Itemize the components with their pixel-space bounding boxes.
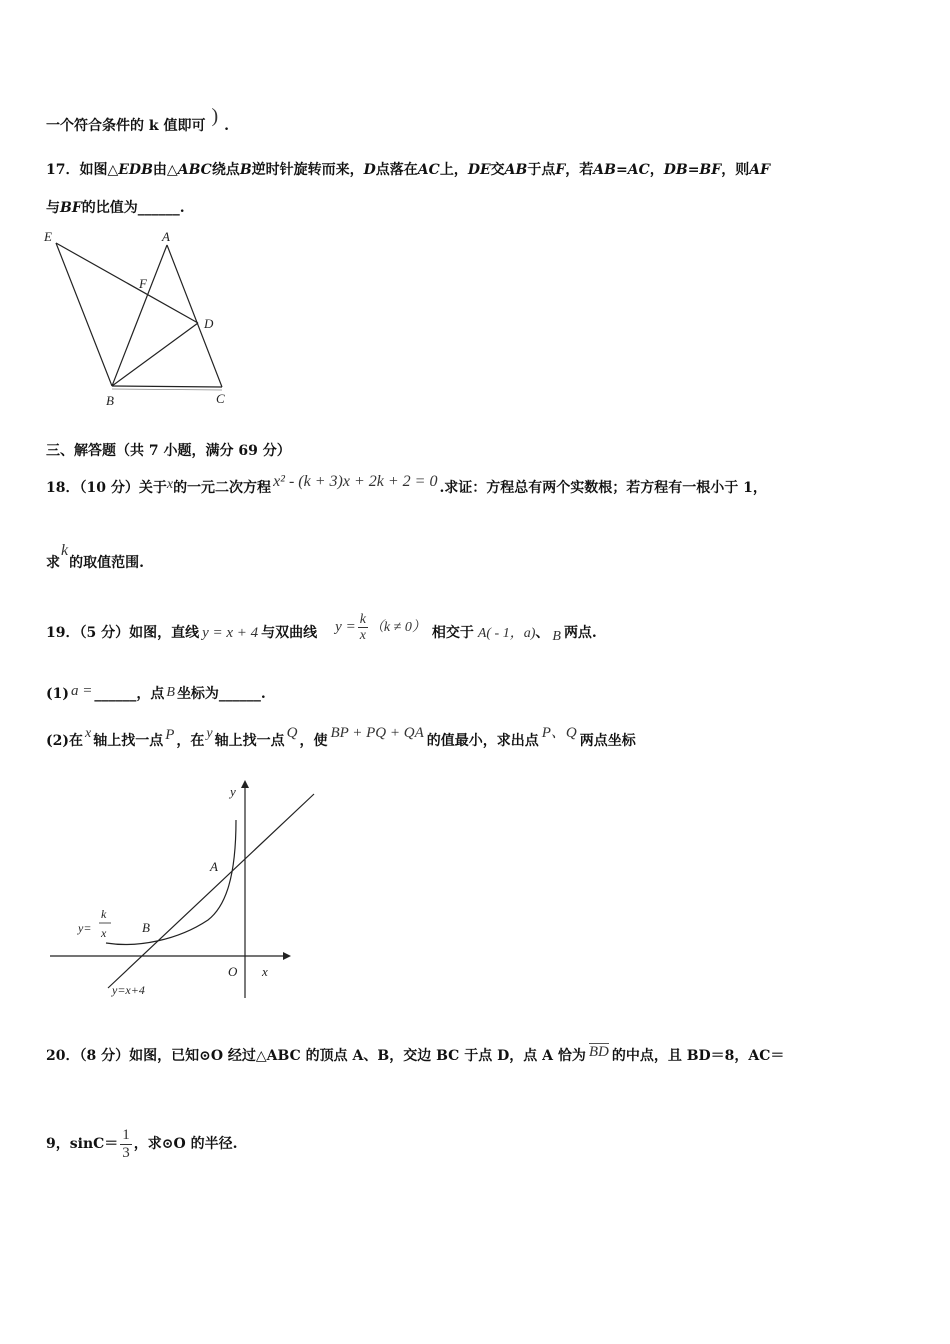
q17-de: DE — [467, 162, 491, 178]
seg-ac — [167, 245, 222, 387]
q19-text: （5 分）如图，直线 — [79, 625, 200, 641]
q19-hyperbola-condition: （k ≠ 0） — [369, 620, 426, 635]
q17-edb: EDB — [118, 162, 153, 178]
q19-p1-blank: 坐标为______. — [176, 686, 266, 702]
q19-p2-expression: BP + PQ + QA — [330, 725, 424, 741]
q17-text: 由△ — [152, 162, 178, 178]
label-e: E — [44, 229, 52, 244]
seg-ab — [112, 245, 167, 386]
q20-line2 — [46, 1124, 237, 1164]
y-axis-label: y — [230, 784, 236, 799]
q19-text: 相交于 — [431, 625, 474, 641]
q19-part2 — [46, 725, 636, 752]
q17-ab: AB — [504, 162, 528, 178]
label-b: B — [106, 393, 114, 408]
q19-point-b: B — [552, 629, 561, 644]
q17-ab-ac: AB=AC — [593, 162, 650, 178]
label-c: C — [216, 391, 225, 406]
q17-d: D — [363, 162, 376, 178]
q20-frac-den: 3 — [122, 1144, 130, 1161]
q19-text: 两点. — [563, 625, 597, 641]
label-a: A — [162, 229, 170, 244]
q17-af: AF — [749, 162, 771, 178]
q20-sinc-fraction — [120, 1127, 132, 1162]
origin-label: O — [228, 964, 238, 979]
x-axis-label: x — [262, 964, 268, 979]
q19-line1 — [46, 613, 597, 654]
q20-frac-num: 1 — [122, 1126, 130, 1143]
q19-p1-b: B — [166, 685, 175, 700]
q19-frac-num: k — [359, 611, 366, 627]
q17-answer-blank: 的比值为______. — [81, 200, 185, 216]
q20-text: （8 分）如图，已知⊙O 经过△ABC 的顶点 A、B，交边 BC 于点 D，点 A 恰为 — [79, 1048, 586, 1064]
q19-text: ，使 — [299, 733, 328, 749]
q19-text: 与双曲线 — [261, 625, 318, 641]
q17-b: B — [239, 162, 252, 178]
q19-p1-blank: ______，点 — [94, 686, 165, 702]
q16-paren: ) — [211, 105, 219, 127]
curve-label-lhs: y= — [78, 921, 92, 935]
q17-text: 于点 — [527, 162, 556, 178]
q19-text: 的值最小，求出点 — [426, 733, 539, 749]
q20-text: 9，sinC＝ — [46, 1136, 119, 1152]
q17-text: 逆时针旋转而来， — [251, 162, 364, 178]
q18-k: k — [61, 542, 69, 559]
seg-bc-double — [112, 389, 222, 390]
q19-p2-pq: P、Q — [541, 725, 577, 741]
q19-figure — [48, 780, 338, 1010]
q18-number: 18． — [46, 480, 80, 496]
q20-number: 20． — [46, 1048, 80, 1064]
q19-text: ，在 — [176, 733, 205, 749]
q16-tail-line — [46, 105, 229, 136]
q19-p1-label: (1) — [46, 686, 69, 702]
q18-line1 — [46, 473, 767, 499]
q19-frac-den: x — [359, 627, 366, 643]
seg-eb — [56, 243, 112, 386]
q19-p2-y: y — [206, 726, 213, 741]
seg-ed — [56, 243, 198, 323]
q18-equation: x² - (k + 3)x + 2k + 2 = 0 — [273, 473, 438, 490]
q16-tail-text: 一个符合条件的 k 值即可 — [46, 118, 206, 134]
q18-text: （10 分）关于 — [79, 480, 167, 496]
label-f: F — [139, 276, 147, 291]
q17-figure — [42, 225, 242, 410]
q19-hyperbola-lhs: y = — [335, 619, 356, 635]
point-a-label: A — [210, 859, 218, 874]
q17-text: ，则 — [721, 162, 750, 178]
label-d: D — [204, 316, 214, 331]
q19-line-equation: y = x + 4 — [202, 625, 259, 641]
q19-text: 轴上找一点 — [214, 733, 285, 749]
hyperbola-branch — [106, 820, 236, 944]
q19-p2-label: (2)在 — [46, 733, 83, 749]
q19-p2-q: Q — [286, 725, 298, 741]
q19-point-a: A( - 1，a) — [477, 626, 536, 641]
q19-number: 19． — [46, 625, 80, 641]
q17-abc: ABC — [177, 162, 212, 178]
q19-hyperbola-fraction — [358, 612, 368, 643]
point-b-label: B — [142, 920, 150, 935]
q18-text: 的取值范围. — [69, 555, 144, 571]
q18-x: x — [166, 477, 174, 492]
curve-label-den: x — [101, 926, 107, 940]
q17-line1 — [46, 160, 770, 180]
q17-ac: AC — [417, 162, 440, 178]
curve-label-num: k — [101, 907, 107, 921]
q17-text: 上， — [439, 162, 468, 178]
q19-p1-a: a = — [71, 683, 93, 699]
q18-text: .求证：方程总有两个实数根；若方程有一根小于 1， — [439, 480, 767, 496]
q19-text: 、 — [535, 625, 550, 641]
q19-text: 两点坐标 — [579, 733, 636, 749]
q17-text: 绕点 — [211, 162, 240, 178]
q17-text: 与 — [46, 200, 60, 216]
q17-number: 17． — [46, 162, 80, 178]
q19-p2-x: x — [85, 726, 92, 741]
q16-end: . — [224, 118, 229, 134]
q17-f: F — [555, 162, 566, 178]
q17-text: 交 — [490, 162, 505, 178]
q20-arc-bd: BD — [588, 1044, 609, 1060]
q18-text: 求 — [46, 555, 60, 571]
q18-text: 的一元二次方程 — [173, 480, 272, 496]
q20-text: ，求⊙O 的半径. — [133, 1136, 238, 1152]
y-axis-arrow — [241, 780, 249, 788]
q19-p2-p: P — [165, 727, 175, 743]
q17-text: ，若 — [565, 162, 594, 178]
line-label: y=x+4 — [112, 983, 145, 997]
q17-bf: BF — [60, 200, 82, 216]
q19-part1 — [46, 684, 266, 705]
seg-bc — [112, 386, 222, 387]
q17-text: 如图△ — [79, 162, 119, 178]
q17-text: 点落在 — [375, 162, 418, 178]
q17-text: ， — [649, 162, 664, 178]
q20-line1 — [46, 1046, 784, 1066]
q17-db-bf: DB=BF — [663, 162, 722, 178]
q18-line2 — [46, 542, 144, 573]
x-axis-arrow — [283, 952, 291, 960]
q17-line2 — [46, 198, 185, 218]
q20-text: 的中点，且 BD＝8，AC＝ — [611, 1048, 785, 1064]
section-3-title: 三、解答题（共 7 小题，满分 69 分） — [46, 443, 291, 459]
q19-text: 轴上找一点 — [93, 733, 164, 749]
